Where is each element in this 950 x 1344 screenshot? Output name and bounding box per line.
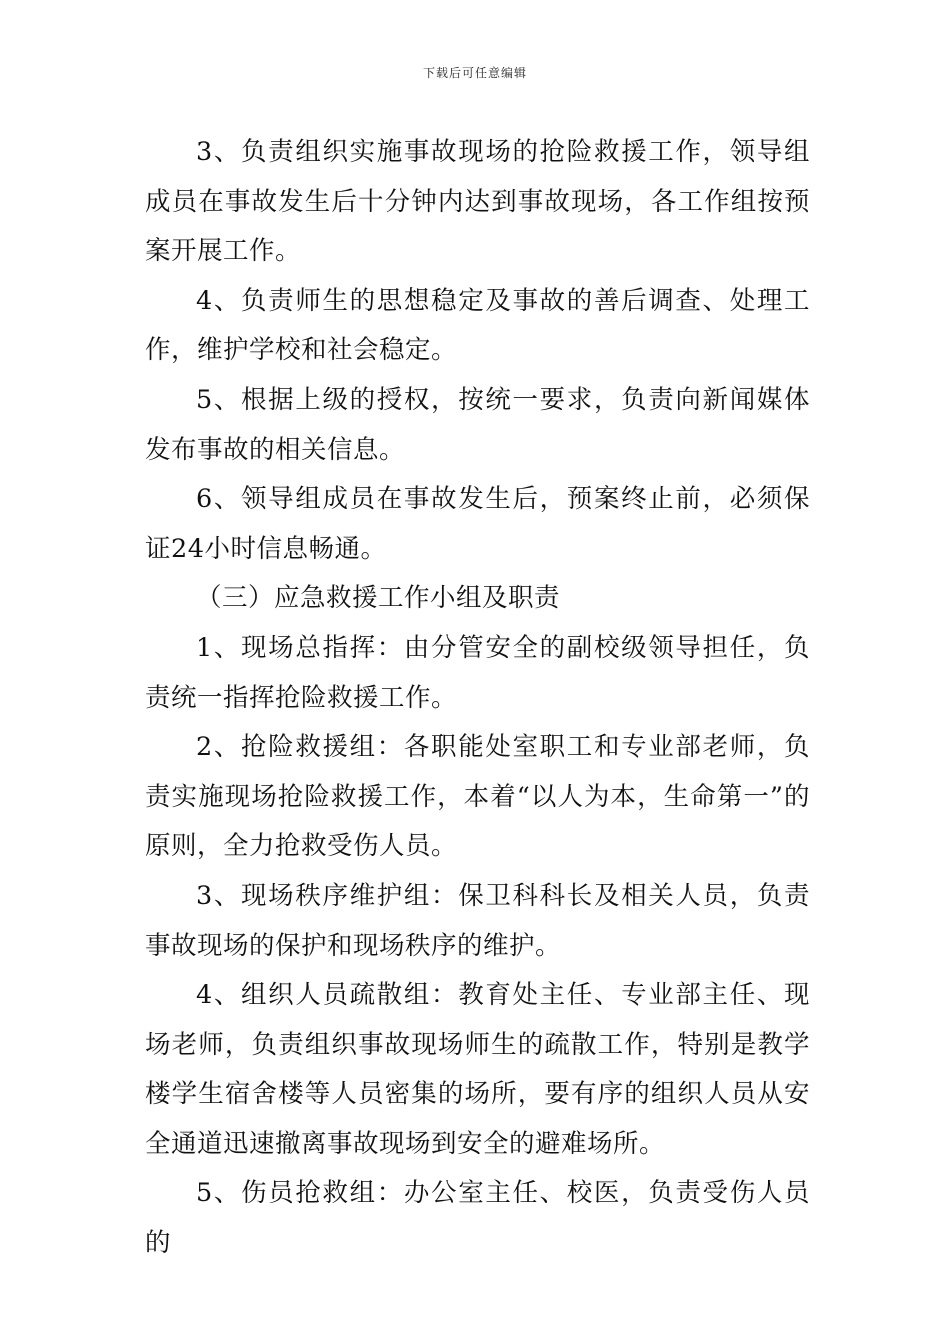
paragraph-item-4-responsibility: 4、负责师生的思想稳定及事故的善后调查、处理工作，维护学校和社会稳定。 [145, 285, 810, 366]
paragraph-team-rescue: 2、抢险救援组：各职能处室职工和专业部老师，负责实施现场抢险救援工作，本着“以人为本，生命第一”的原则，全力抢救受伤人员。 [145, 732, 810, 862]
paragraph-team-commander: 1、现场总指挥：由分管安全的副校级领导担任，负责统一指挥抢险救援工作。 [145, 632, 810, 713]
paragraph-team-order: 3、现场秩序维护组：保卫科科长及相关人员，负责事故现场的保护和现场秩序的维护。 [145, 880, 810, 961]
paragraph-team-evacuation: 4、组织人员疏散组：教育处主任、专业部主任、现场老师，负责组织事故现场师生的疏散工作，特别是教学楼学生宿舍楼等人员密集的场所，要有序的组织人员从安全通道迅速撤离事故现场到安全的避难场所。 [145, 980, 810, 1159]
document-body [145, 128, 810, 1269]
header-note: 下载后可任意编辑 [422, 66, 527, 80]
paragraph-item-6-responsibility: 6、领导组成员在事故发生后，预案终止前，必须保证24小时信息畅通。 [145, 484, 810, 564]
paragraph-item-3-responsibility: 3、负责组织实施事故现场的抢险救援工作，领导组成员在事故发生后十分钟内达到事故现场，各工作组按预案开展工作。 [145, 137, 810, 267]
paragraph-item-5-responsibility: 5、根据上级的授权，按统一要求，负责向新闻媒体发布事故的相关信息。 [145, 384, 810, 465]
section-heading-emergency-teams: （三）应急救援工作小组及职责 [196, 583, 561, 614]
paragraph-team-casualty: 5、伤员抢救组：办公室主任、校医，负责受伤人员的 [145, 1178, 810, 1259]
